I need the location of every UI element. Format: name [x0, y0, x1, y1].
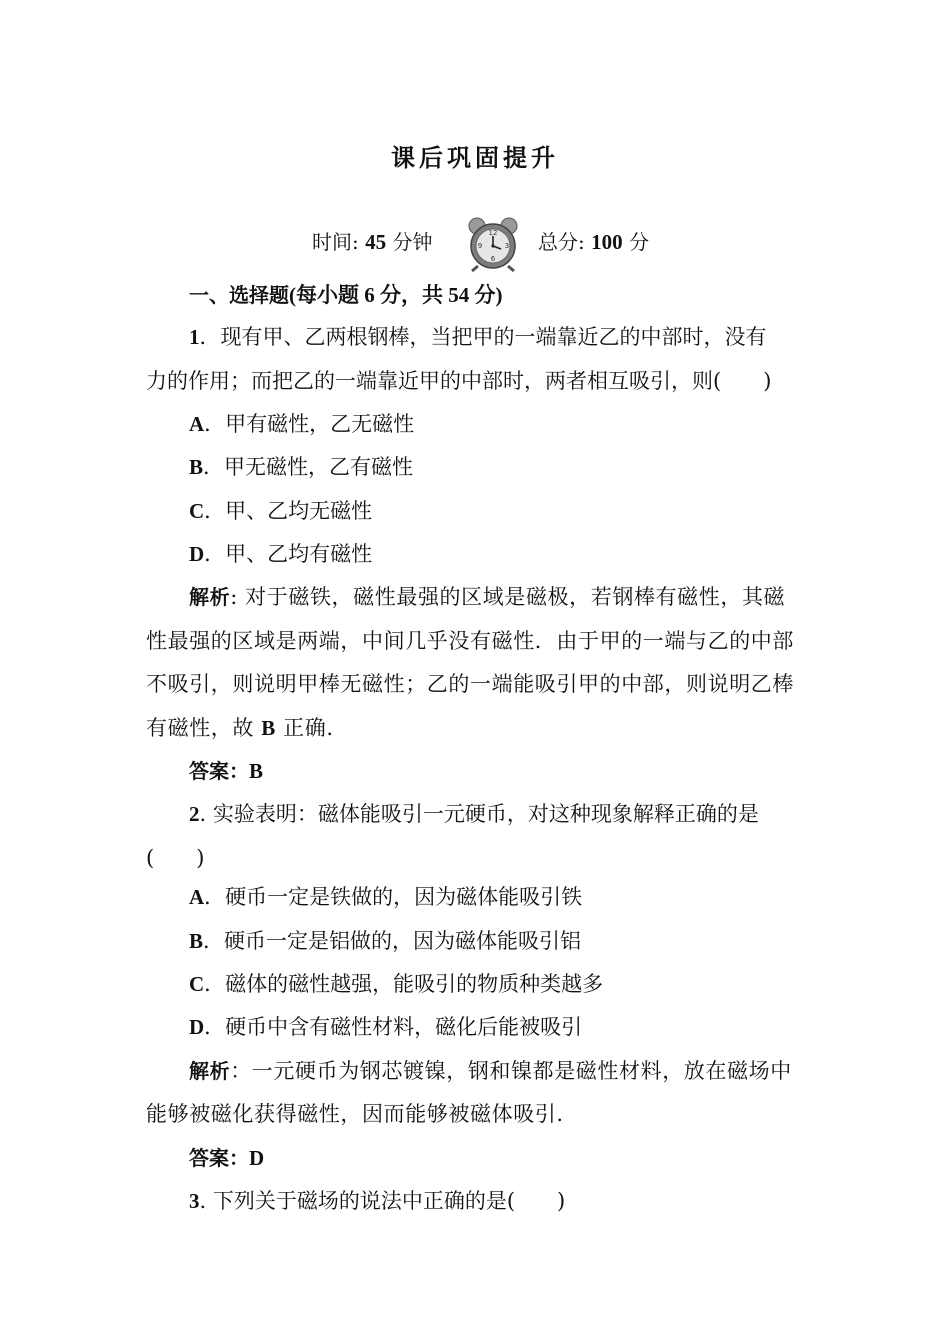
q2-option-d-text: ．硬币中含有磁性材料，磁化后能被吸引	[204, 1015, 583, 1039]
q1-option-a-text: ．甲有磁性，乙无磁性	[204, 412, 415, 436]
q2-option-d	[189, 1012, 582, 1042]
q1-analysis-answer-letter: B	[261, 716, 276, 740]
q1-option-b-letter: B	[189, 455, 204, 479]
q2-stem-line1	[189, 799, 759, 829]
section-heading	[189, 280, 503, 310]
q1-option-c-letter: C	[189, 499, 205, 523]
q1-analysis-line4	[146, 713, 334, 743]
q1-stem-line1	[189, 322, 767, 352]
svg-text:9: 9	[477, 242, 483, 250]
q1-option-c-text: ．甲、乙均无磁性	[204, 499, 373, 523]
q1-analysis-line2: 性最强的区域是两端，中间几乎没有磁性．由于甲的一端与乙的中部	[146, 629, 794, 653]
q1-option-c	[189, 496, 372, 526]
q1-option-b	[189, 452, 413, 482]
q3-stem-text1: . 下列关于磁场的说法中正确的是( )	[199, 1189, 566, 1213]
q2-stem-line2: ( )	[146, 846, 205, 870]
time-info	[0, 220, 950, 272]
section-prefix: 一、	[189, 283, 229, 307]
total-value: 100	[591, 230, 623, 254]
time-unit: 分钟	[392, 230, 433, 254]
q1-number: 1	[189, 325, 200, 349]
q2-answer-value: D	[249, 1146, 265, 1170]
section-label: 选择题	[229, 283, 289, 307]
q1-analysis-text4c: 正确.	[275, 716, 334, 740]
q1-answer-label: 答案：	[189, 759, 249, 783]
time-limit	[312, 226, 432, 255]
q1-option-d-letter: D	[189, 542, 205, 566]
q3-stem-line1	[189, 1186, 565, 1216]
q2-analysis-label: 解析	[189, 1059, 231, 1083]
svg-text:6: 6	[490, 255, 496, 263]
q1-answer-value: B	[249, 759, 264, 783]
q2-option-a-letter: A	[189, 885, 205, 909]
q1-option-a-letter: A	[189, 412, 205, 436]
q2-analysis-line2: 能够被磁化获得磁性，因而能够被磁体吸引.	[146, 1102, 564, 1126]
q2-option-c	[189, 969, 603, 999]
q2-stem-text1: . 实验表明：磁体能吸引一元硬币，对这种现象解释正确的是	[199, 802, 759, 826]
q2-analysis-line1	[189, 1056, 792, 1086]
q2-option-a-text: ．硬币一定是铁做的，因为磁体能吸引铁	[204, 885, 583, 909]
q2-option-b	[189, 926, 581, 956]
alarm-clock-icon	[462, 216, 524, 272]
q1-option-d	[189, 539, 372, 569]
q2-analysis-text1: ：一元硬币为钢芯镀镍，钢和镍都是磁性材料，放在磁场中	[230, 1059, 792, 1083]
section-detail: (每小题 6 分，共 54 分)	[289, 283, 503, 307]
page-title: 课后巩固提升	[391, 144, 559, 172]
q2-option-b-text: ．硬币一定是铝做的，因为磁体能吸引铝	[203, 929, 582, 953]
q1-analysis-line3: 不吸引，则说明甲棒无磁性；乙的一端能吸引甲的中部，则说明乙棒	[146, 672, 794, 696]
q1-analysis-label: 解析	[189, 585, 231, 609]
q1-option-b-text: ．甲无磁性，乙有磁性	[203, 455, 414, 479]
q2-option-a	[189, 882, 582, 912]
q2-option-b-letter: B	[189, 929, 204, 953]
q2-option-c-text: ．磁体的磁性越强，能吸引的物质种类越多	[204, 972, 604, 996]
q1-analysis-text1: : 对于磁铁，磁性最强的区域是磁极，若钢棒有磁性，其磁	[230, 585, 786, 609]
q1-option-a	[189, 409, 414, 439]
q2-number: 2	[189, 802, 200, 826]
total-label: 总分:	[538, 230, 585, 254]
total-unit: 分	[628, 230, 649, 254]
q1-answer	[189, 756, 263, 786]
time-value: 45	[365, 230, 387, 254]
q1-stem-text1: ．现有甲、乙两根钢棒，当把甲的一端靠近乙的中部时，没有	[199, 325, 767, 349]
q3-number: 3	[189, 1189, 200, 1213]
q1-option-d-text: ．甲、乙均有磁性	[204, 542, 373, 566]
q1-analysis-text4a: 有磁性，故	[146, 716, 262, 740]
q1-stem-line2: 力的作用；而把乙的一端靠近甲的中部时，两者相互吸引，则( )	[146, 369, 772, 393]
q2-answer-label: 答案：	[189, 1146, 249, 1170]
q2-answer	[189, 1143, 264, 1173]
time-label: 时间:	[312, 230, 359, 254]
total-score	[538, 226, 649, 255]
svg-text:12: 12	[488, 229, 498, 237]
q1-analysis-line1	[189, 582, 785, 612]
q2-option-d-letter: D	[189, 1015, 205, 1039]
q2-option-c-letter: C	[189, 972, 205, 996]
svg-text:3: 3	[504, 242, 510, 250]
